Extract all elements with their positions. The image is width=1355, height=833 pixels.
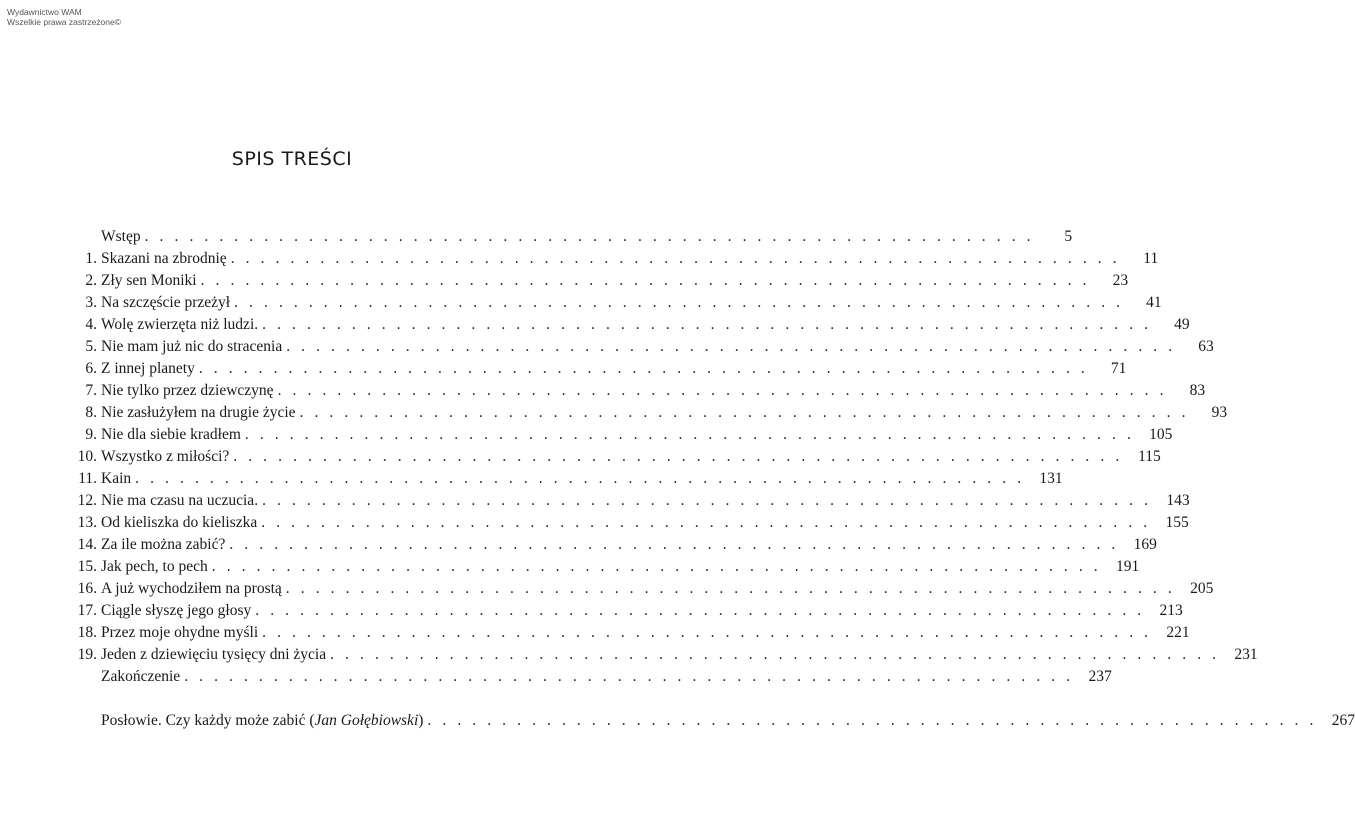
toc-entry-page: 71: [1110, 360, 1127, 377]
toc-entry-number: 7.: [85, 382, 97, 399]
page-title: SPIS TREŚCI: [231, 148, 353, 170]
toc-entry-line: [101, 468, 1063, 490]
toc-entry-line: [101, 512, 1189, 534]
toc-entry-line: [101, 534, 1157, 556]
toc-entry-title: Nie zasłużyłem na drugie życie: [101, 404, 296, 421]
dot-leader: . . . . . . . . . . . . . . . . . . . . . . . . . . . . . . . . . . . . . . . . . . . . . . . . . . . . . . . . . . . .: [427, 712, 1317, 729]
dot-leader: . . . . . . . . . . . . . . . . . . . . . . . . . . . . . . . . . . . . . . . . . . . . . . . . . . . . . . . . . . . .: [255, 602, 1145, 619]
publisher-name: Wydawnictwo WAM: [7, 7, 82, 17]
toc-entry-title: Na szczęście przeżył: [101, 294, 231, 311]
dot-leader: . . . . . . . . . . . . . . . . . . . . . . . . . . . . . . . . . . . . . . . . . . . . . . . . . . . . . . . . . . . .: [262, 624, 1152, 641]
toc-entry-page: 221: [1166, 624, 1190, 641]
toc-entry-page: 131: [1039, 470, 1063, 487]
toc-entry-title: Kain: [101, 470, 132, 487]
toc-entry: [70, 622, 1190, 644]
publisher-watermark: [7, 7, 121, 27]
dot-leader: . . . . . . . . . . . . . . . . . . . . . . . . . . . . . . . . . . . . . . . . . . . . . . . . . . . . . . . . . . . .: [262, 492, 1152, 509]
dot-leader: . . . . . . . . . . . . . . . . . . . . . . . . . . . . . . . . . . . . . . . . . . . . . . . . . . . . . . . . . . . .: [211, 558, 1102, 575]
toc-entry-number: 8.: [85, 404, 97, 421]
toc-entry-line: [101, 358, 1127, 380]
afterword-author: Jan Gołębiowski: [314, 712, 419, 729]
dot-leader: . . . . . . . . . . . . . . . . . . . . . . . . . . . . . . . . . . . . . . . . . . . . . . . . . . . . . . . . . . . .: [234, 294, 1124, 311]
toc-entry: [70, 314, 1190, 336]
toc-entry-number: 19.: [77, 646, 97, 663]
toc-entry-page: 5: [1064, 228, 1073, 245]
toc-entry-line: [101, 600, 1183, 622]
toc-entry-page: 191: [1116, 558, 1140, 575]
toc-entry-line: [101, 578, 1214, 600]
toc-entry: [70, 446, 1161, 468]
dot-leader: . . . . . . . . . . . . . . . . . . . . . . . . . . . . . . . . . . . . . . . . . . . . . . . . . . . . . . . . . . . .: [229, 536, 1119, 553]
dot-leader: . . . . . . . . . . . . . . . . . . . . . . . . . . . . . . . . . . . . . . . . . . . . . . . . . . . . . . . . . . . .: [277, 382, 1168, 399]
toc-entry-page: 237: [1088, 668, 1112, 685]
toc-entry: [70, 226, 1073, 248]
dot-leader: . . . . . . . . . . . . . . . . . . . . . . . . . . . . . . . . . . . . . . . . . . . . . . . . . . . . . . . . . . . .: [200, 272, 1091, 289]
toc-entry: [70, 336, 1214, 358]
toc-entry-number: 2.: [85, 272, 97, 289]
toc-entry-number: 13.: [77, 514, 97, 531]
toc-entry-line: [101, 336, 1214, 358]
toc-entry-line: [101, 292, 1162, 314]
dot-leader: . . . . . . . . . . . . . . . . . . . . . . . . . . . . . . . . . . . . . . . . . . . . . . . . . . . . . . . . . . . .: [198, 360, 1089, 377]
toc-entry: [70, 380, 1206, 402]
dot-leader: . . . . . . . . . . . . . . . . . . . . . . . . . . . . . . . . . . . . . . . . . . . . . . . . . . . . . . . . . . . .: [184, 668, 1074, 685]
dot-leader: . . . . . . . . . . . . . . . . . . . . . . . . . . . . . . . . . . . . . . . . . . . . . . . . . . . . . . . . . . . .: [244, 426, 1135, 443]
toc-entry: [70, 468, 1063, 490]
toc-entry-line: [101, 556, 1140, 578]
toc-entry-page: 143: [1166, 492, 1190, 509]
toc-entry-title: Wszystko z miłości?: [101, 448, 230, 465]
toc-entry: [70, 600, 1183, 622]
toc-entry-line: [101, 424, 1173, 446]
toc-entry-number: 11.: [78, 470, 97, 487]
toc-entry-number: 18.: [77, 624, 97, 641]
toc-entry-title: Nie dla siebie kradłem: [101, 426, 241, 443]
toc-entry-title: Za ile można zabić?: [101, 536, 226, 553]
afterword-title-text: Posłowie. Czy każdy może zabić (: [101, 712, 315, 729]
toc-entry: [70, 358, 1127, 380]
toc-entry-title: Od kieliszka do kieliszka: [101, 514, 258, 531]
toc-entry-line: [101, 380, 1206, 402]
toc-entry: [70, 644, 1258, 666]
toc-entry-page: 83: [1189, 382, 1206, 399]
toc-entry-number: 12.: [77, 492, 97, 509]
toc-entry-title: Nie ma czasu na uczucia.: [101, 492, 259, 509]
toc-entry: [70, 534, 1157, 556]
toc-entry-number: 16.: [77, 580, 97, 597]
toc-entry-title: Zakończenie: [101, 668, 181, 685]
toc-entry-number: 14.: [77, 536, 97, 553]
toc-entry-title: Przez moje ohydne myśli: [101, 624, 259, 641]
toc-entry-title: A już wychodziłem na prostą: [101, 580, 282, 597]
toc-entry-page: 169: [1133, 536, 1157, 553]
toc-entry: [70, 490, 1190, 512]
toc-entry-title: Wolę zwierzęta niż ludzi.: [101, 316, 259, 333]
afterword-title: [101, 710, 427, 732]
toc-entry: [70, 248, 1159, 270]
toc-entry-line: [101, 622, 1190, 644]
dot-leader: . . . . . . . . . . . . . . . . . . . . . . . . . . . . . . . . . . . . . . . . . . . . . . . . . . . . . . . . . . . .: [299, 404, 1190, 421]
toc-entry-title: Ciągle słyszę jego głosy: [101, 602, 252, 619]
toc-entry-page: 11: [1143, 250, 1159, 267]
dot-leader: . . . . . . . . . . . . . . . . . . . . . . . . . . . . . . . . . . . . . . . . . . . . . . . . . . . . . . . . . . . .: [286, 338, 1176, 355]
toc-entry-number: 15.: [77, 558, 97, 575]
toc-entry-number: 3.: [85, 294, 97, 311]
toc-entry-page: 213: [1159, 602, 1183, 619]
toc-entry-page: 93: [1211, 404, 1228, 421]
toc-entry-number: 10.: [77, 448, 97, 465]
toc-entry-page: 23: [1112, 272, 1129, 289]
toc-entry-page: 63: [1198, 338, 1214, 355]
toc-entry-page: 105: [1149, 426, 1173, 443]
toc-entry-line: [101, 710, 1355, 732]
toc-entry: [70, 512, 1189, 534]
toc-entry-line: [101, 226, 1073, 248]
dot-leader: . . . . . . . . . . . . . . . . . . . . . . . . . . . . . . . . . . . . . . . . . . . . . . . . . . . . . . . . . . . .: [144, 228, 1035, 245]
toc-entry: [70, 270, 1129, 292]
toc-entry-page: 155: [1165, 514, 1189, 531]
toc-entry-number: 1.: [85, 250, 97, 267]
toc-entry: [70, 424, 1173, 446]
toc-entry-page: 49: [1174, 316, 1190, 333]
toc-entry-title: Z innej planety: [101, 360, 195, 377]
toc-entry-line: [101, 270, 1129, 292]
toc-entry-page: 115: [1138, 448, 1161, 465]
toc-entry-line: [101, 490, 1190, 512]
toc-entry-line: [101, 402, 1228, 424]
toc-entry-number: 17.: [77, 602, 97, 619]
toc-entry-title: Jak pech, to pech: [101, 558, 208, 575]
toc-entry-number: 4.: [85, 316, 97, 333]
toc-entry-title: Zły sen Moniki: [101, 272, 197, 289]
dot-leader: . . . . . . . . . . . . . . . . . . . . . . . . . . . . . . . . . . . . . . . . . . . . . . . . . . . . . . . . . . . .: [233, 448, 1123, 465]
toc-entry-page: 205: [1190, 580, 1214, 597]
toc-entry: [70, 556, 1140, 578]
toc-entry-number: 5.: [85, 338, 97, 355]
toc-entry: [70, 292, 1162, 314]
toc-entry-title: Nie mam już nic do stracenia: [101, 338, 283, 355]
toc-entry: [70, 578, 1214, 600]
dot-leader: . . . . . . . . . . . . . . . . . . . . . . . . . . . . . . . . . . . . . . . . . . . . . . . . . . . . . . . . . . . .: [230, 250, 1121, 267]
rights-notice: Wszelkie prawa zastrzeżone©: [7, 17, 121, 27]
toc-entry-page: 231: [1234, 646, 1258, 663]
toc-entry-line: [101, 446, 1161, 468]
toc-entry-afterword: [70, 710, 1355, 732]
afterword-title-end: ): [418, 712, 424, 729]
toc-entry-title: Wstęp: [101, 228, 141, 245]
section-spacer: [70, 688, 500, 710]
toc-entry-title: Nie tylko przez dziewczynę: [101, 382, 274, 399]
toc-entry-number: 9.: [85, 426, 97, 443]
dot-leader: . . . . . . . . . . . . . . . . . . . . . . . . . . . . . . . . . . . . . . . . . . . . . . . . . . . . . . . . . . . .: [330, 646, 1220, 663]
toc-entry-line: [101, 248, 1159, 270]
afterword-page: 267: [1331, 712, 1355, 729]
toc-entry-line: [101, 666, 1112, 688]
toc-entry-title: Jeden z dziewięciu tysięcy dni życia: [101, 646, 327, 663]
toc-entry-line: [101, 314, 1190, 336]
dot-leader: . . . . . . . . . . . . . . . . . . . . . . . . . . . . . . . . . . . . . . . . . . . . . . . . . . . . . . . . . . . .: [135, 470, 1025, 487]
toc-entry-page: 41: [1146, 294, 1162, 311]
toc-entry-line: [101, 644, 1258, 666]
toc-entry-number: 6.: [85, 360, 97, 377]
toc-entry: [70, 402, 1228, 424]
dot-leader: . . . . . . . . . . . . . . . . . . . . . . . . . . . . . . . . . . . . . . . . . . . . . . . . . . . . . . . . . . . .: [262, 316, 1152, 333]
toc-entry-title: Skazani na zbrodnię: [101, 250, 227, 267]
dot-leader: . . . . . . . . . . . . . . . . . . . . . . . . . . . . . . . . . . . . . . . . . . . . . . . . . . . . . . . . . . . .: [261, 514, 1151, 531]
table-of-contents: [70, 226, 1355, 732]
dot-leader: . . . . . . . . . . . . . . . . . . . . . . . . . . . . . . . . . . . . . . . . . . . . . . . . . . . . . . . . . . . .: [285, 580, 1176, 597]
toc-entry: [70, 666, 1112, 688]
